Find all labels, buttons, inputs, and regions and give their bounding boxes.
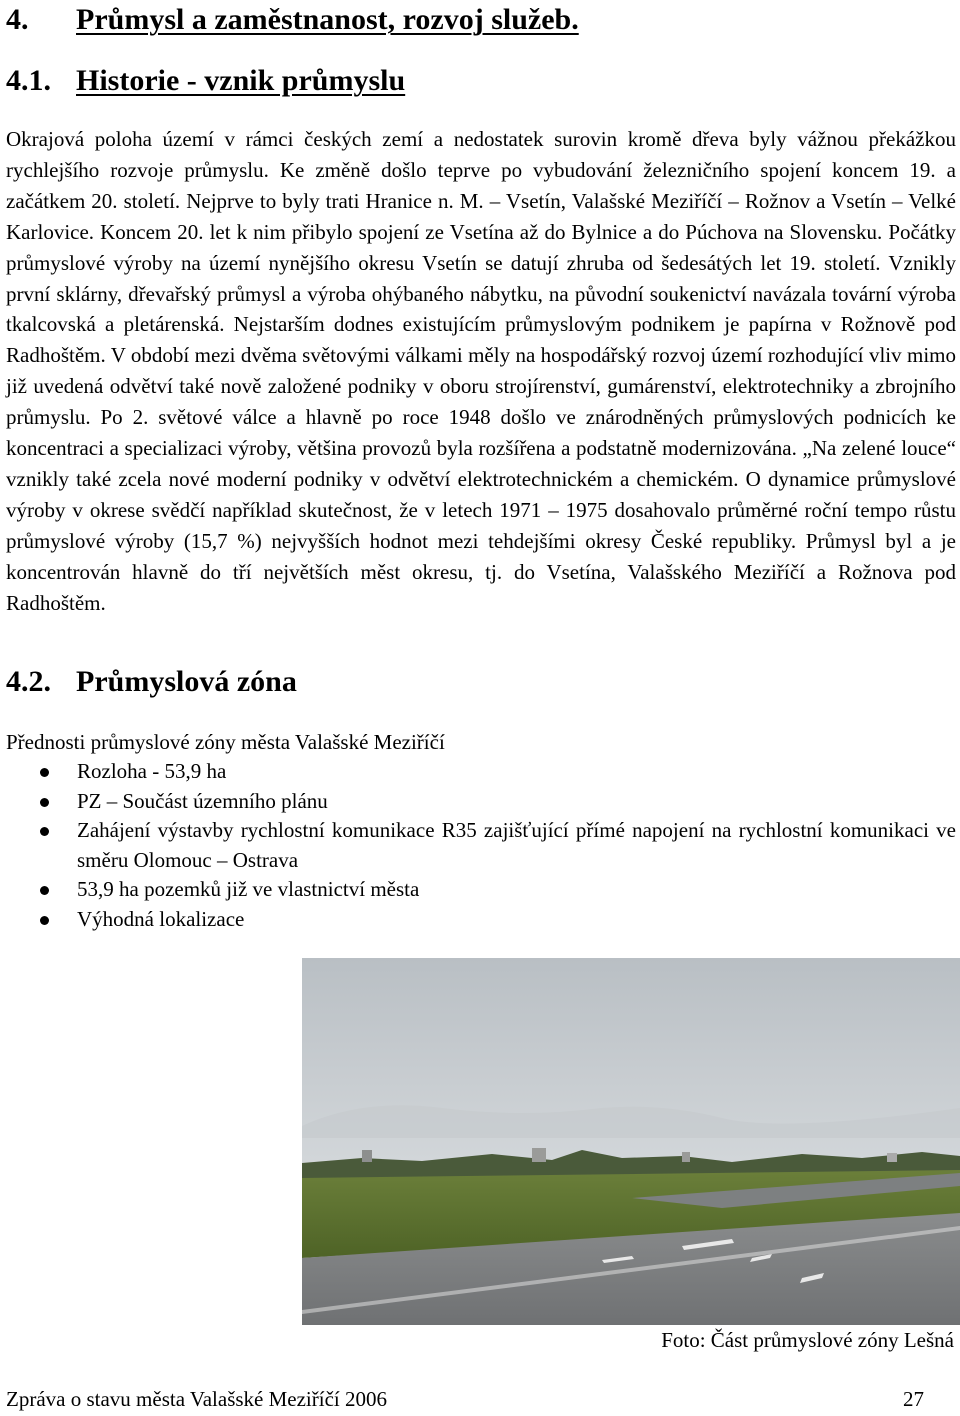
- chapter-title: Průmysl a zaměstnanost, rozvoj služeb.: [76, 3, 579, 36]
- section-heading-industrial-zone: [6, 664, 297, 700]
- bullet-icon: [40, 768, 49, 777]
- list-item: Výhodná lokalizace: [0, 905, 956, 935]
- list-item: PZ – Součást územního plánu: [0, 787, 956, 817]
- list-item: 53,9 ha pozemků již ve vlastnictví města: [0, 875, 956, 905]
- section-number: 4.1.: [6, 64, 51, 97]
- photo-caption: Foto: Část průmyslové zóny Lešná: [661, 1328, 954, 1352]
- bullet-icon: [40, 798, 49, 807]
- bullet-icon: [40, 886, 49, 895]
- footer-title: Zpráva o stavu města Valašské Meziříčí 2006: [6, 1387, 388, 1411]
- section-title: Historie - vznik průmyslu: [76, 64, 406, 97]
- section-heading-history: [6, 63, 405, 99]
- zone-intro: Přednosti průmyslové zóny města Valašské Meziříčí: [6, 730, 445, 754]
- page-number: 27: [903, 1387, 924, 1411]
- industrial-zone-photo: [302, 958, 960, 1325]
- list-item: Zahájení výstavby rychlostní komunikace R35 zajišťující přímé napojení na rychlostní komunikaci ve směru Olomouc – Ostrava: [0, 816, 956, 875]
- history-paragraph: Okrajová poloha území v rámci českých zemí a nedostatek surovin kromě dřeva byly vážnou překážkou rychlejšího rozvoje průmyslu. Ke změně došlo teprve po vybudování železničního spojení koncem 19. a začátkem 20. století. Nejprve to byly trati Hranice n. M. – Vsetín, Valašské Meziříčí – Rožnov a Vsetín – Velké Karlovice. Koncem 20. let k nim přibylo spojení ze Vsetína až do Bylnice a do Púchova na Slovensku. Počátky průmyslové výroby na území nynějšího okresu Vsetín se datují zhruba od šedesátých let 19. století. Vznikly první sklárny, dřevařský průmysl a výroba ohýbaného nábytku, na původní soukenictví navázala tovární výroba tkalcovská a pletárenská. Nejstarším dodnes existujícím průmyslovým podnikem je papírna v Rožnově pod Radhoštěm. V období mezi dvěma světovými válkami měly na hospodářský rozvoj území rozhodující vliv mimo již uvedená odvětví také nově založené podniky v oboru strojírenství, gumárenství, elektrotechniky a zbrojního průmyslu. Po 2. světové válce a hlavně po roce 1948 došlo ve znárodněných průmyslových podnicích ke koncentraci a specializaci výroby, většina provozů byla rozšířena a podstatně modernizována. „Na zelené louce“ vznikly také zcela nové moderní podniky v odvětví elektrotechnickém a chemickém. O dynamice průmyslové výroby v okrese svědčí například skutečnost, že v letech 1971 – 1975 dosahovalo průměrné roční tempo růstu průmyslové výroby (15,7 %) nejvyšších hodnot mezi tehdejšími okresy České republiky. Průmysl byl a je koncentrován hlavně do tří největších měst okresu, tj. do Vsetína, Valašského Meziříčí a Rožnova pod Radhoštěm.: [6, 127, 956, 615]
- list-item: Rozloha - 53,9 ha: [0, 757, 956, 787]
- bullet-icon: [40, 827, 49, 836]
- zone-advantages-list: [0, 757, 956, 934]
- chapter-heading: [6, 2, 579, 38]
- section-number: 4.2.: [6, 665, 51, 698]
- section-title: Průmyslová zóna: [76, 665, 297, 698]
- bullet-icon: [40, 916, 49, 925]
- chapter-number: 4.: [6, 3, 29, 36]
